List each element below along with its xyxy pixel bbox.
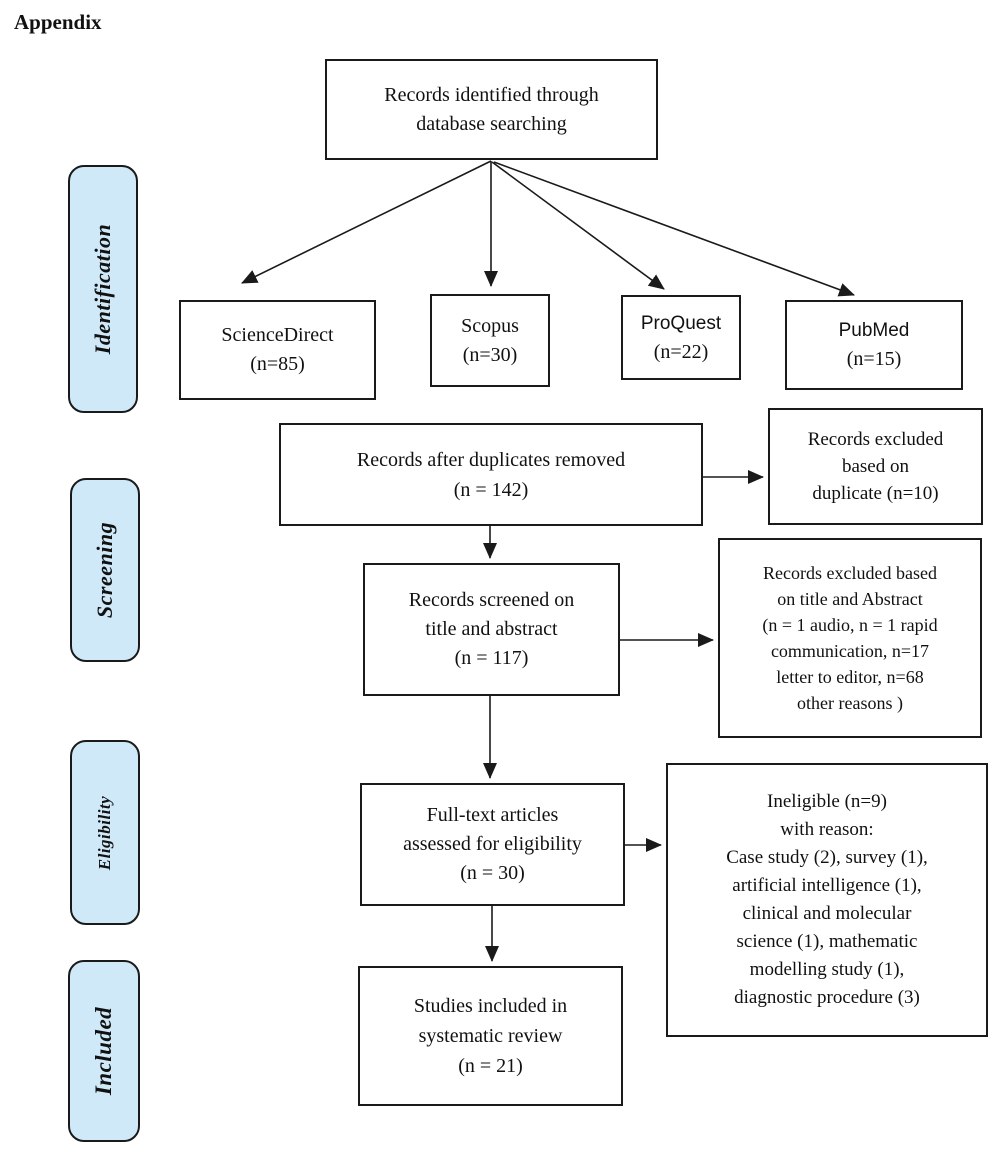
stage-included-label: Included xyxy=(91,1006,116,1096)
text-line: (n = 117) xyxy=(454,647,529,669)
pubmed-box xyxy=(785,300,963,390)
text-line: with reason: xyxy=(780,819,874,840)
pubmed-name: PubMed xyxy=(838,320,910,341)
text-line: artificial intelligence (1), xyxy=(732,875,922,896)
arrow-identified-to-proquest xyxy=(492,162,664,289)
text-line: on title and Abstract xyxy=(777,589,923,609)
text-line: Ineligible (n=9) xyxy=(767,791,887,812)
proquest-box xyxy=(621,295,741,380)
arrow-identified-to-pubmed xyxy=(494,162,854,295)
ineligible-box xyxy=(666,763,988,1037)
studies-included-box xyxy=(358,966,623,1106)
text-line: systematic review xyxy=(418,1025,563,1047)
text-line: title and abstract xyxy=(425,618,558,640)
text-line: (n = 1 audio, n = 1 rapid xyxy=(762,615,938,635)
pubmed-count: (n=15) xyxy=(846,348,902,370)
scopus-box xyxy=(430,294,550,387)
proquest-name: ProQuest xyxy=(640,312,722,334)
text-line: (n = 142) xyxy=(453,478,529,501)
text-line: database searching xyxy=(416,112,567,135)
text-line: Full-text articles xyxy=(426,804,559,826)
text-line: Records excluded based xyxy=(763,563,937,583)
text-line: Studies included in xyxy=(413,995,568,1017)
text-line: diagnostic procedure (3) xyxy=(734,987,920,1008)
stage-screening-label: Screening xyxy=(92,521,117,619)
text-line: Records screened on xyxy=(408,589,575,611)
records-after-duplicates-box xyxy=(279,423,703,526)
text-line: other reasons ) xyxy=(797,693,903,713)
page-title: Appendix xyxy=(14,10,102,34)
fulltext-assessed-box xyxy=(360,783,625,906)
text-line: (n = 21) xyxy=(458,1055,523,1077)
stage-included xyxy=(68,960,140,1142)
text-line: clinical and molecular xyxy=(742,903,912,924)
proquest-count: (n=22) xyxy=(653,340,709,363)
text-line: assessed for eligibility xyxy=(403,833,582,855)
stage-screening xyxy=(70,478,140,662)
text-line: Records excluded xyxy=(807,429,944,450)
stage-eligibility xyxy=(70,740,140,925)
records-screened-box xyxy=(363,563,620,696)
records-identified-box xyxy=(325,59,658,160)
text-line: Case study (2), survey (1), xyxy=(726,847,928,868)
text-line: (n=30) xyxy=(462,343,518,366)
excluded-duplicates-box xyxy=(768,408,983,525)
text-line: ScienceDirect xyxy=(221,324,334,346)
text-line: letter to editor, n=68 xyxy=(776,667,924,687)
stage-identification-label: Identification xyxy=(90,223,116,355)
text-line: (n=85) xyxy=(250,353,305,375)
stage-eligibility-label: Eligibility xyxy=(95,795,115,870)
text-line: Records after duplicates removed xyxy=(356,448,626,471)
arrow-identified-to-sciencedirect xyxy=(242,161,491,283)
text-line: science (1), mathematic xyxy=(736,931,918,952)
text-line: duplicate (n=10) xyxy=(812,483,939,504)
text-line: Records identified through xyxy=(384,83,599,106)
excluded-title-abstract-box xyxy=(718,538,982,738)
sciencedirect-box xyxy=(179,300,376,400)
text-line: Scopus xyxy=(461,314,519,337)
text-line: (n = 30) xyxy=(460,862,525,884)
text-line: based on xyxy=(841,456,909,477)
text-line: modelling study (1), xyxy=(749,959,905,980)
text-line: communication, n=17 xyxy=(770,641,930,661)
stage-identification xyxy=(68,165,138,413)
